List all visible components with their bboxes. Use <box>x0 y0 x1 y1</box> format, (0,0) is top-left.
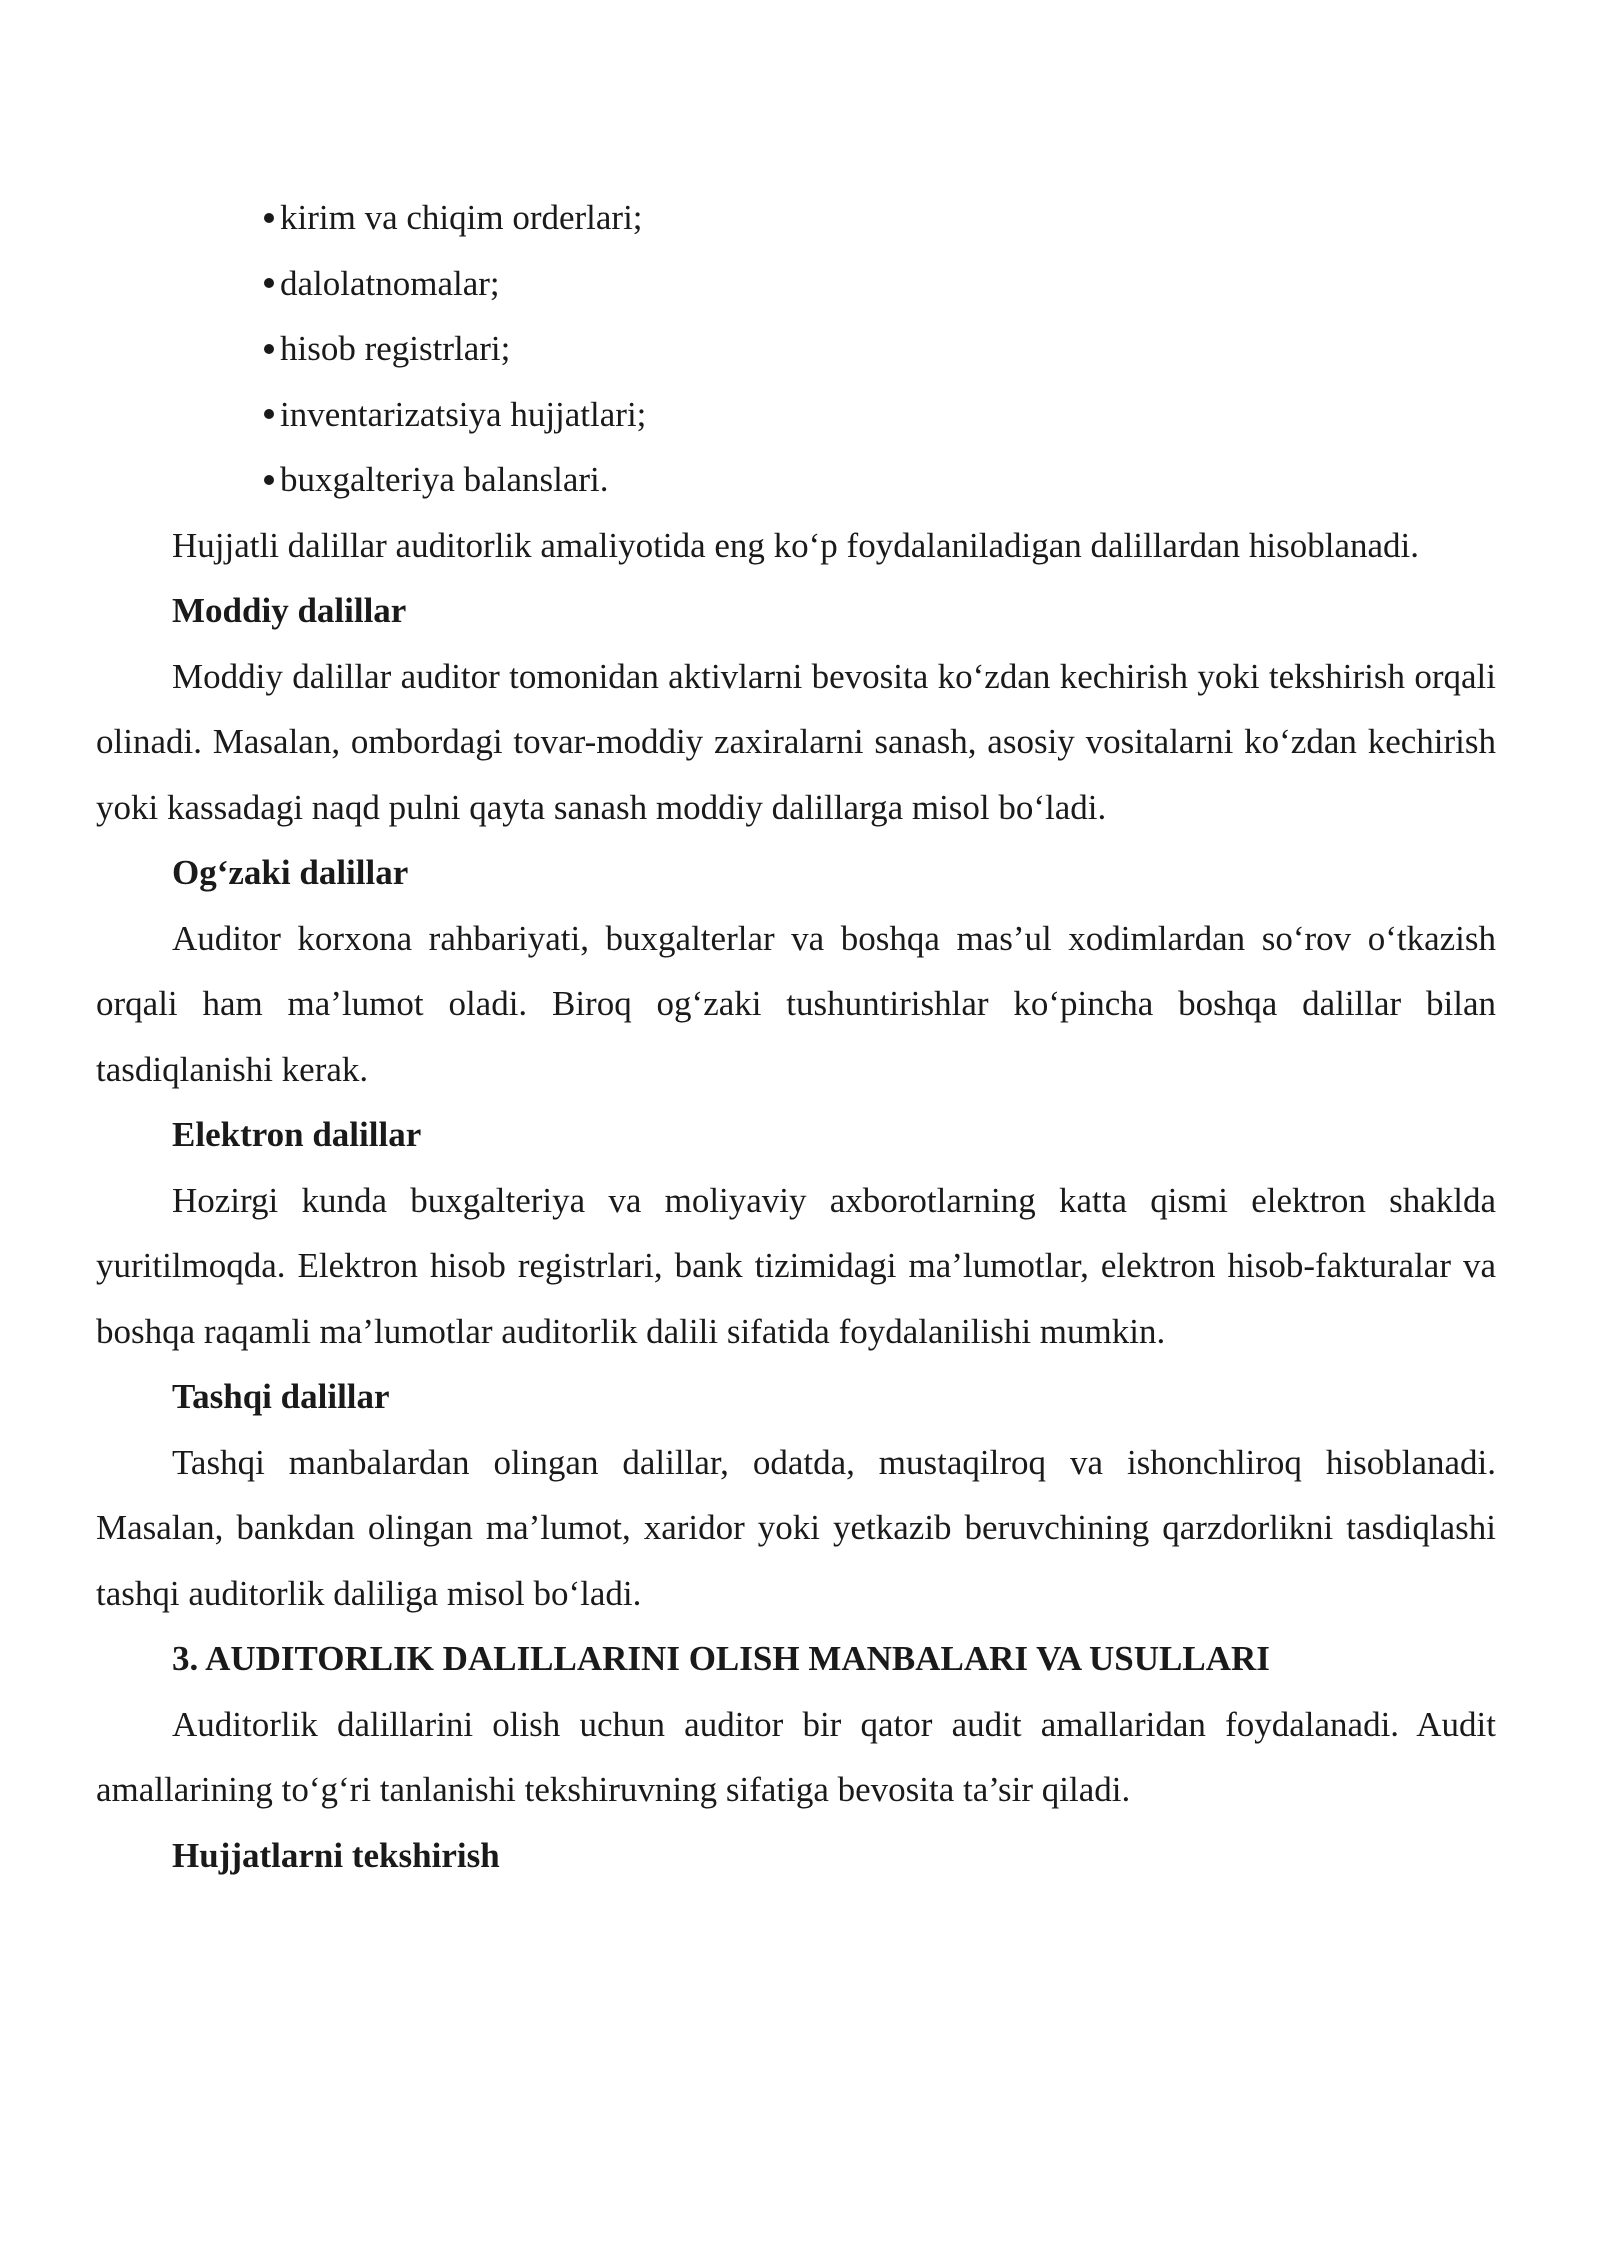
bullet-icon <box>264 278 274 288</box>
paragraph-elektron: Hozirgi kunda buxgalteriya va moliyaviy axborotlarning katta qismi elektron shaklda yuritilmoqda. Elektron hisob registrlari, bank tizimidagi ma’lumotlar, elektron hisob-fakturalar va boshqa raqamli ma’lumotlar auditorlik dalili sifatida foydalanilishi mumkin. <box>96 1180 1496 1351</box>
bullet-icon <box>264 344 274 354</box>
heading-ogzaki: Og‘zaki dalillar <box>172 853 409 892</box>
paragraph-section-3: Auditorlik dalillarini olish uchun auditor bir qator audit amallaridan foydalanadi. Audit amallarining to‘g‘ri tanlanishi tekshiruvning sifatiga bevosita ta’sir qiladi. <box>96 1704 1496 1809</box>
list-item-text: buxgalteriya balanslari. <box>280 460 609 499</box>
document-page <box>96 185 1496 1888</box>
list-item-text: kirim va chiqim orderlari; <box>280 198 643 237</box>
list-item-text: hisob registrlari; <box>280 329 511 368</box>
bullet-icon <box>264 475 274 485</box>
list-item <box>264 251 1496 317</box>
section-heading-3: 3. AUDITORLIK DALILLARINI OLISH MANBALARI VA USULLARI <box>172 1639 1270 1678</box>
heading-moddiy: Moddiy dalillar <box>172 591 407 630</box>
paragraph-hujjatli: Hujjatli dalillar auditorlik amaliyotida eng ko‘p foydalaniladigan dalillardan hisoblanadi. <box>172 525 1420 565</box>
paragraph-tashqi: Tashqi manbalardan olingan dalillar, odatda, mustaqilroq va ishonchliroq hisoblanadi. Masalan, bankdan olingan ma’lumot, xaridor yoki yetkazib beruvchining qarzdorlikni tasdiqlashi tashqi auditorlik daliliga misol bo‘ladi. <box>96 1442 1496 1613</box>
heading-elektron: Elektron dalillar <box>172 1115 422 1154</box>
bullet-icon <box>264 409 274 419</box>
list-item <box>264 316 1496 382</box>
list-item-text: dalolatnomalar; <box>280 263 500 303</box>
list-item <box>264 382 1496 448</box>
heading-tashqi: Tashqi dalillar <box>172 1377 390 1416</box>
heading-hujjatlar-tekshirish: Hujjatlarni tekshirish <box>172 1835 500 1875</box>
evidence-type-list <box>96 185 1496 513</box>
list-item <box>264 185 1496 251</box>
paragraph-moddiy: Moddiy dalillar auditor tomonidan aktivlarni bevosita ko‘zdan kechirish yoki tekshirish orqali olinadi. Masalan, ombordagi tovar-moddiy zaxiralarni sanash, asosiy vositalarni ko‘zdan kechirish yoki kassadagi naqd pulni qayta sanash moddiy dalillarga misol bo‘ladi. <box>96 656 1496 827</box>
paragraph-ogzaki: Auditor korxona rahbariyati, buxgalterlar va boshqa mas’ul xodimlardan so‘rov o‘tkazish orqali ham ma’lumot oladi. Biroq og‘zaki tushuntirishlar ko‘pincha boshqa dalillar bilan tasdiqlanishi kerak. <box>96 918 1496 1089</box>
list-item-text: inventarizatsiya hujjatlari; <box>280 394 647 434</box>
bullet-icon <box>264 213 274 223</box>
list-item <box>264 447 1496 513</box>
